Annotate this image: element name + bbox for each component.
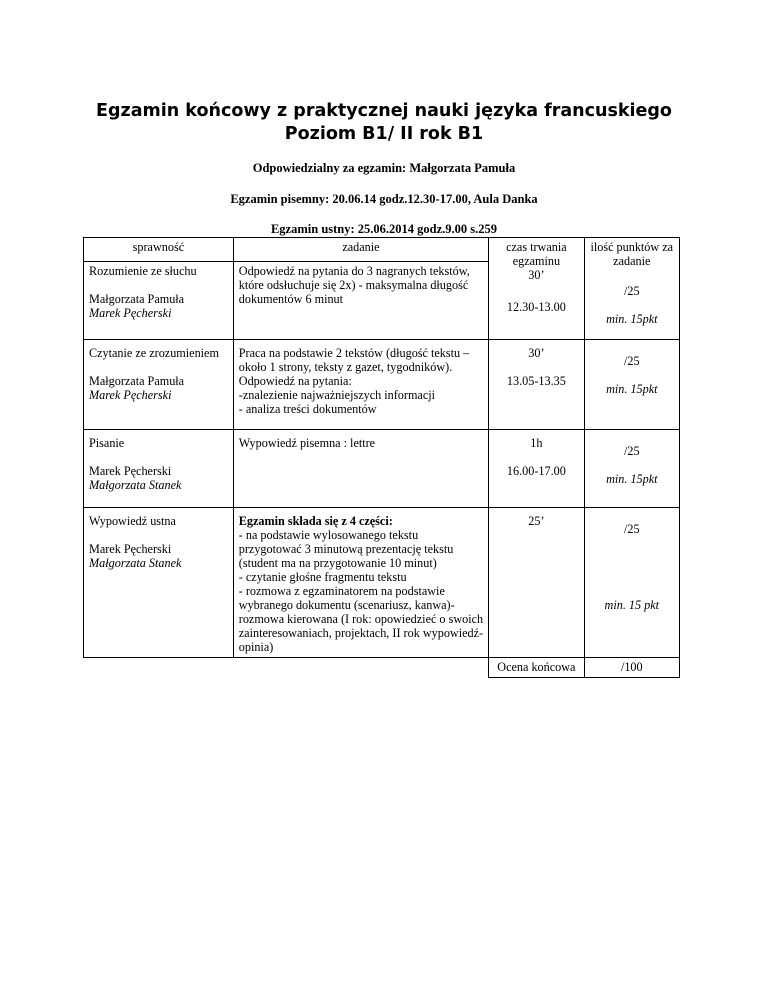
row2-task-cell <box>233 340 488 430</box>
row3-skill: Pisanie <box>89 436 125 450</box>
row3-min: min. 15pkt <box>606 472 658 486</box>
row4-duration: 25’ <box>528 514 545 528</box>
row4-min: min. 15 pkt <box>604 598 660 612</box>
table-row <box>84 508 680 658</box>
exam-table <box>83 237 680 678</box>
oral-exam-line: Egzamin ustny: 25.06.2014 godz.9.00 s.259 <box>270 222 498 236</box>
row1-skill-cell <box>84 262 234 340</box>
header-skill: sprawność <box>84 238 234 262</box>
written-exam-line: Egzamin pisemny: 20.06.14 godz.12.30-17.00, Aula Danka <box>230 192 538 206</box>
row1-duration-cell <box>489 238 584 340</box>
row3-task: Wypowiedź pisemna : lettre <box>238 436 376 450</box>
row2-min: min. 15pkt <box>606 382 658 396</box>
row3-examiner2: Małgorzata Stanek <box>89 478 182 492</box>
header-task: zadanie <box>233 238 488 262</box>
row4-task-line3: - rozmowa z egzaminatorem na podstawie wybranego dokumentu (scenariusz, kanwa)- rozmowa kierowana (I rok: opowiedzieć o swoich zainteresowaniach, projektach, II rok wypowiedź-opinia) <box>238 584 484 654</box>
row4-points-cell <box>584 508 679 658</box>
row2-task-line1: Praca na podstawie 2 tekstów (długość tekstu – około 1 strony, teksty z gazet, tygodników). Odpowiedź na pytania: <box>238 346 470 388</box>
row1-duration: 30’ <box>528 268 545 282</box>
row2-points: /25 <box>624 354 640 368</box>
header-duration: czas trwania egzaminu <box>506 240 567 268</box>
row1-examiner1: Małgorzata Pamuła <box>89 292 185 306</box>
row1-points: /25 <box>624 284 640 298</box>
row4-task-line1: - na podstawie wylosowanego tekstu przygotować 3 minutową prezentację tekstu (student ma na przygotowanie 10 minut) <box>238 528 454 570</box>
row3-duration: 1h <box>530 436 543 450</box>
document-title <box>0 100 768 146</box>
final-row <box>84 658 680 678</box>
row2-time: 13.05-13.35 <box>506 374 566 388</box>
row1-task: Odpowiedź na pytania do 3 nagranych tekstów, które odsłuchuje się 2x) - maksymalna długość dokumentów 6 minut <box>238 264 470 306</box>
row3-task-cell <box>233 430 488 508</box>
row4-examiner1: Marek Pęcherski <box>89 542 172 556</box>
row3-examiner1: Marek Pęcherski <box>89 464 172 478</box>
row2-skill-cell <box>84 340 234 430</box>
row2-duration: 30’ <box>528 346 545 360</box>
final-label: Ocena końcowa <box>489 658 584 678</box>
row2-task-line3: - analiza treści dokumentów <box>238 402 377 416</box>
row3-skill-cell <box>84 430 234 508</box>
header-points: ilość punktów za zadanie <box>590 240 674 268</box>
row1-task-cell <box>233 262 488 340</box>
row4-skill: Wypowiedź ustna <box>89 514 176 528</box>
row3-points-cell <box>584 430 679 508</box>
row4-points: /25 <box>624 522 640 536</box>
title-line-1: Egzamin końcowy z praktycznej nauki języka francuskiego <box>96 101 672 121</box>
row3-time: 16.00-17.00 <box>506 464 566 478</box>
responsible-line: Odpowiedzialny za egzamin: Małgorzata Pamuła <box>252 161 516 175</box>
row2-task-line2: -znalezienie najważniejszych informacji <box>238 388 436 402</box>
title-line-2: Poziom B1/ II rok B1 <box>284 124 484 144</box>
row2-points-cell <box>584 340 679 430</box>
row4-task-line2: - czytanie głośne fragmentu tekstu <box>238 570 407 584</box>
row1-skill: Rozumienie ze słuchu <box>89 264 197 278</box>
row4-task-heading: Egzamin składa się z 4 części: <box>238 514 393 528</box>
table-row <box>84 340 680 430</box>
row2-examiner2: Marek Pęcherski <box>89 388 172 402</box>
row3-duration-cell <box>489 430 584 508</box>
row4-task-cell <box>233 508 488 658</box>
row3-points: /25 <box>624 444 640 458</box>
table-header-row <box>84 238 680 262</box>
row1-points-cell <box>584 238 679 340</box>
row4-examiner2: Małgorzata Stanek <box>89 556 182 570</box>
final-points: /100 <box>584 658 679 678</box>
row1-time: 12.30-13.00 <box>506 300 566 314</box>
row4-skill-cell <box>84 508 234 658</box>
row2-duration-cell <box>489 340 584 430</box>
row2-skill: Czytanie ze zrozumieniem <box>89 346 219 360</box>
row1-min: min. 15pkt <box>606 312 658 326</box>
row4-duration-cell <box>489 508 584 658</box>
row2-examiner1: Małgorzata Pamuła <box>89 374 185 388</box>
table-row <box>84 430 680 508</box>
row1-examiner2: Marek Pęcherski <box>89 306 172 320</box>
